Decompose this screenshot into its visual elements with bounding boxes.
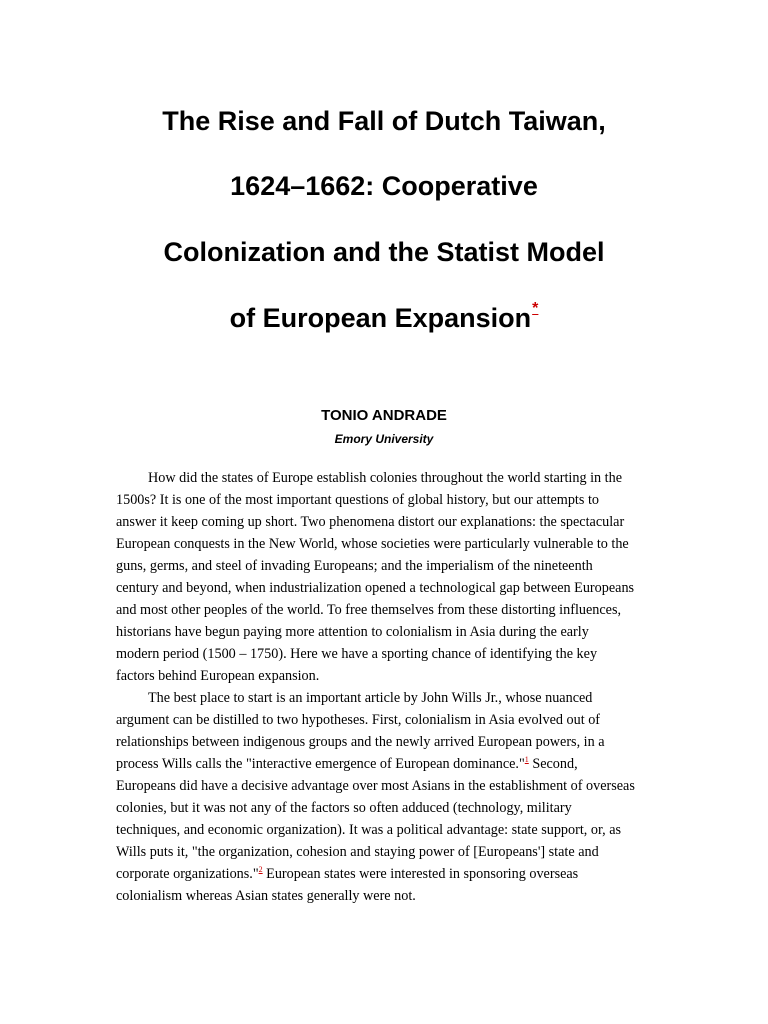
paragraph-1-line: How did the states of Europe establish colonies throughout the world starting in the: [148, 470, 623, 486]
paragraph-2-line-text: Second,: [528, 756, 578, 772]
author-affiliation: Emory University: [334, 432, 434, 446]
author-name: TONIO ANDRADE: [321, 407, 447, 424]
paragraph-2-line: [116, 754, 578, 776]
paragraph-1-line: and most other peoples of the world. To free themselves from these distorting influences,: [116, 602, 622, 618]
paragraph-1-line: modern period (1500 – 1750). Here we have a sporting chance of identifying the key: [116, 646, 598, 662]
paragraph-2-line: argument can be distilled to two hypotheses. First, colonialism in Asia evolved out of: [116, 712, 601, 728]
paragraph-1-line: guns, germs, and steel of invading Europeans; and the imperialism of the nineteenth: [116, 558, 593, 574]
paragraph-1-line: century and beyond, when industrialization opened a technological gap between Europeans: [116, 580, 635, 596]
paragraph-1-line: 1500s? It is one of the most important questions of global history, but our attempts to: [116, 492, 599, 508]
paragraph-1-line: historians have begun paying more attention to colonialism in Asia during the early: [116, 624, 589, 640]
paragraph-2-line: colonialism whereas Asian states generally were not.: [116, 888, 416, 904]
paragraph-2-line: [116, 864, 578, 886]
title-footnote-link[interactable]: *: [532, 300, 539, 317]
title-line-4: [0, 302, 768, 339]
paragraph-1-line: factors behind European expansion.: [116, 668, 320, 684]
paragraph-1-line: answer it keep coming up short. Two phenomena distort our explanations: the spectacular: [116, 514, 625, 530]
paragraph-2-line: techniques, and economic organization). It was a political advantage: state support, or, as: [116, 822, 622, 838]
title-line-2: 1624–1662: Cooperative: [230, 171, 538, 201]
footnote-1-link[interactable]: 1: [524, 755, 529, 764]
paragraph-2-line: colonies, but it was not any of the factors so often adduced (technology, military: [116, 800, 572, 816]
paragraph-2-line: Wills puts it, "the organization, cohesion and staying power of [Europeans'] state and: [116, 844, 599, 860]
paragraph-2-line-text: process Wills calls the "interactive emergence of European dominance.": [116, 756, 525, 772]
title-line-3: Colonization and the Statist Model: [163, 237, 605, 267]
paragraph-2-line: The best place to start is an important article by John Wills Jr., whose nuanced: [148, 690, 593, 706]
paragraph-1-line: European conquests in the New World, whose societies were particularly vulnerable to the: [116, 536, 629, 552]
paragraph-2-line: Europeans did have a decisive advantage over most Asians in the establishment of overseas: [116, 778, 635, 794]
paragraph-2-line-text: European states were interested in sponsoring overseas: [262, 866, 579, 882]
title-line-4-text: of European Expansion: [229, 303, 532, 333]
footnote-2-link[interactable]: 2: [258, 865, 263, 874]
paragraph-2-line-text: corporate organizations.": [116, 866, 259, 882]
title-line-1: The Rise and Fall of Dutch Taiwan,: [162, 106, 606, 136]
paragraph-2-line: relationships between indigenous groups and the newly arrived European powers, in a: [116, 734, 605, 750]
